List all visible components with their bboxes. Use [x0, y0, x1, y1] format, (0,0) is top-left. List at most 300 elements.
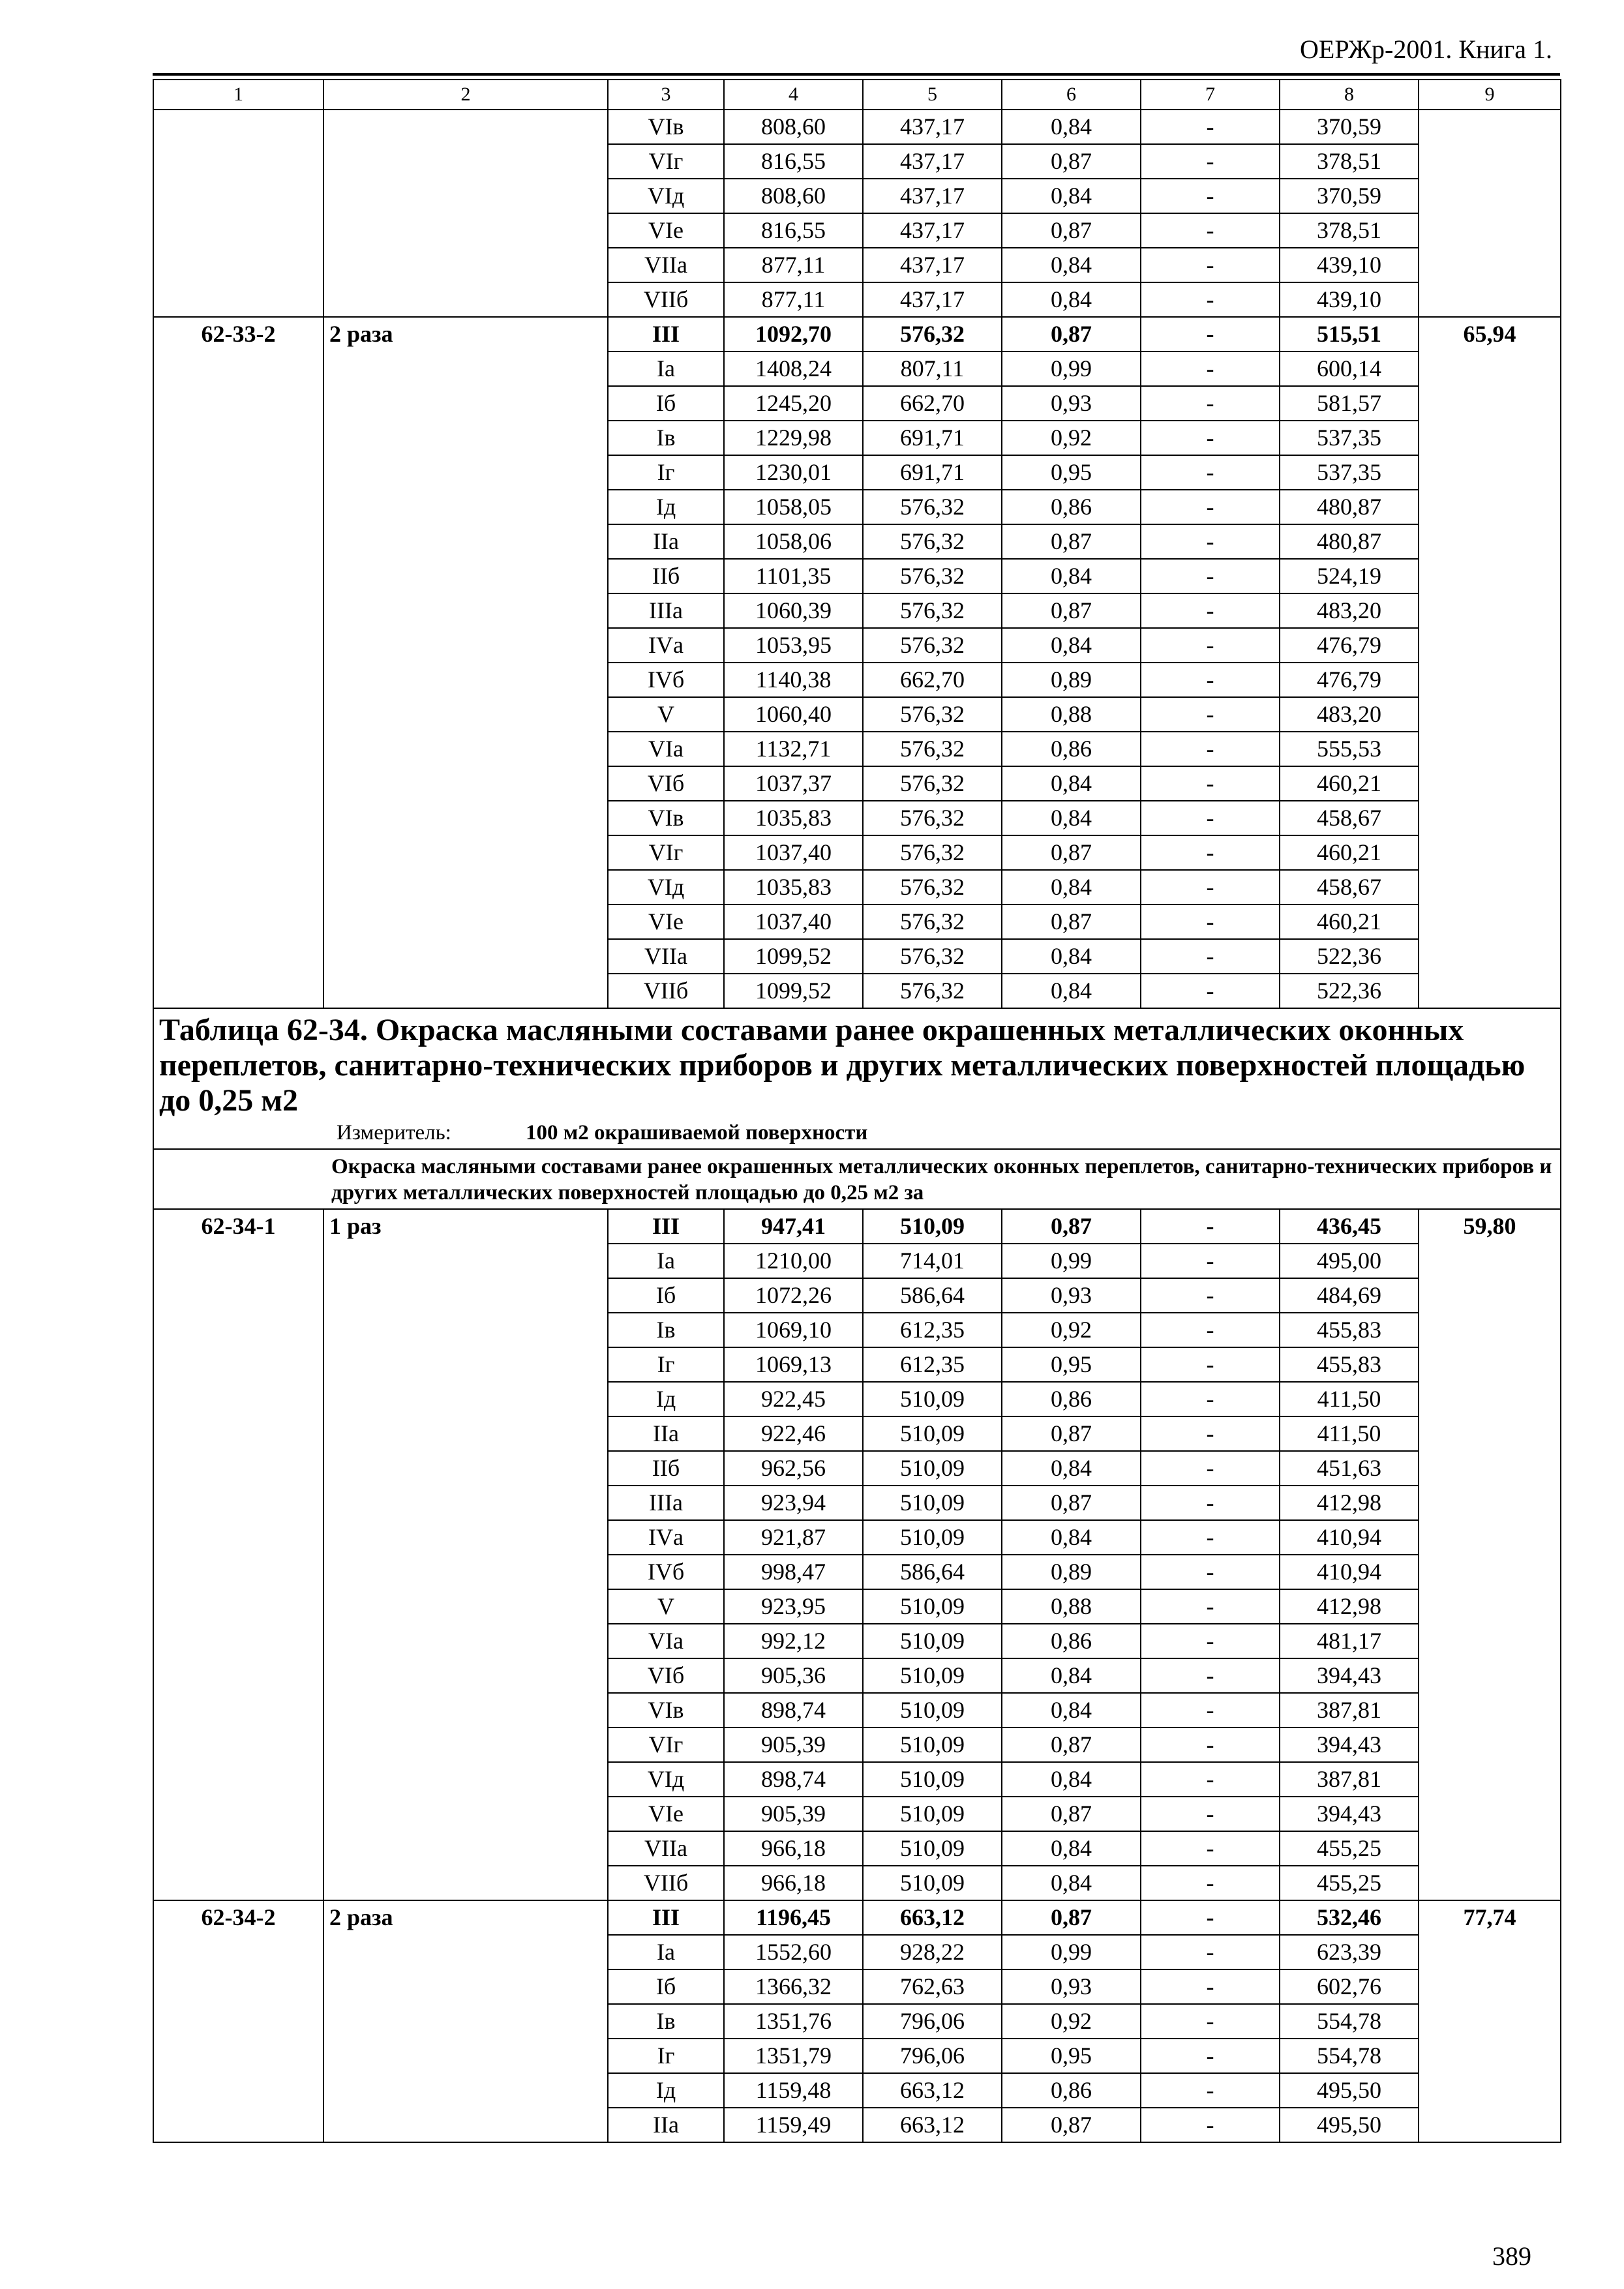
- page-number: 389: [1492, 2241, 1531, 2271]
- materials-cell: 623,39: [1280, 1935, 1419, 1969]
- multiplier-label: 2 раза: [323, 1900, 608, 2142]
- rate-code: 62-33-2: [153, 317, 323, 1008]
- direct-cost-cell: 898,74: [724, 1693, 863, 1728]
- wages-cell: 612,35: [863, 1347, 1002, 1382]
- wages-cell: 576,32: [863, 766, 1002, 801]
- wages-cell: 576,32: [863, 559, 1002, 593]
- wages-cell: 510,09: [863, 1520, 1002, 1555]
- zone-cell: IIа: [608, 2108, 724, 2142]
- coefficient-cell: 0,87: [1002, 1209, 1141, 1244]
- zone-cell: VIе: [608, 213, 724, 248]
- machines-cell: -: [1141, 1555, 1280, 1589]
- zone-cell: VIд: [608, 870, 724, 905]
- materials-cell: 455,25: [1280, 1831, 1419, 1866]
- wages-cell: 510,09: [863, 1728, 1002, 1762]
- direct-cost-cell: 905,36: [724, 1658, 863, 1693]
- labor-total: 59,80: [1419, 1209, 1561, 1900]
- table-title-row: [153, 1008, 1561, 1149]
- zone-cell: VIIа: [608, 1831, 724, 1866]
- zone-cell: VIа: [608, 1624, 724, 1658]
- wages-cell: 576,32: [863, 905, 1002, 939]
- column-number: 7: [1141, 80, 1280, 110]
- zone-cell: VIв: [608, 801, 724, 835]
- wages-cell: 714,01: [863, 1244, 1002, 1278]
- direct-cost-cell: 1196,45: [724, 1900, 863, 1935]
- wages-cell: 510,09: [863, 1866, 1002, 1900]
- zone-cell: Iг: [608, 1347, 724, 1382]
- zone-cell: Iб: [608, 1969, 724, 2004]
- rate-code: [153, 110, 323, 317]
- wages-cell: 510,09: [863, 1486, 1002, 1520]
- wages-cell: 510,09: [863, 1831, 1002, 1866]
- direct-cost-cell: 1140,38: [724, 663, 863, 697]
- wages-cell: 762,63: [863, 1969, 1002, 2004]
- coefficient-cell: 0,84: [1002, 939, 1141, 974]
- direct-cost-cell: 1069,10: [724, 1313, 863, 1347]
- machines-cell: -: [1141, 455, 1280, 490]
- column-number: 4: [724, 80, 863, 110]
- machines-cell: -: [1141, 179, 1280, 213]
- column-number: 6: [1002, 80, 1141, 110]
- coefficient-cell: 0,86: [1002, 490, 1141, 524]
- coefficient-cell: 0,84: [1002, 1866, 1141, 1900]
- zone-cell: IIIа: [608, 593, 724, 628]
- table-title: Таблица 62-34. Окраска масляными составами ранее окрашенных металлических оконных переплетов, санитарно-технических приборов и других металлических поверхностей площадью до 0,25 м2: [159, 1013, 1526, 1118]
- materials-cell: 370,59: [1280, 179, 1419, 213]
- zone-cell: Iв: [608, 2004, 724, 2039]
- direct-cost-cell: 1408,24: [724, 352, 863, 386]
- machines-cell: -: [1141, 1900, 1280, 1935]
- direct-cost-cell: 1132,71: [724, 732, 863, 766]
- machines-cell: -: [1141, 2039, 1280, 2073]
- column-number: 9: [1419, 80, 1561, 110]
- materials-cell: 581,57: [1280, 386, 1419, 421]
- machines-cell: -: [1141, 421, 1280, 455]
- wages-cell: 662,70: [863, 386, 1002, 421]
- direct-cost-cell: 898,74: [724, 1762, 863, 1797]
- coefficient-cell: 0,84: [1002, 110, 1141, 144]
- machines-cell: -: [1141, 524, 1280, 559]
- zone-cell: VIIа: [608, 248, 724, 282]
- wages-cell: 691,71: [863, 455, 1002, 490]
- zone-cell: VIг: [608, 1728, 724, 1762]
- machines-cell: -: [1141, 1762, 1280, 1797]
- materials-cell: 394,43: [1280, 1728, 1419, 1762]
- direct-cost-cell: 1035,83: [724, 801, 863, 835]
- zone-cell: VIе: [608, 1797, 724, 1831]
- zone-cell: IVа: [608, 628, 724, 663]
- direct-cost-cell: 922,46: [724, 1416, 863, 1451]
- materials-cell: 455,83: [1280, 1347, 1419, 1382]
- materials-cell: 439,10: [1280, 248, 1419, 282]
- wages-cell: 510,09: [863, 1209, 1002, 1244]
- materials-cell: 439,10: [1280, 282, 1419, 317]
- machines-cell: -: [1141, 1209, 1280, 1244]
- coefficient-cell: 0,93: [1002, 1278, 1141, 1313]
- coefficient-cell: 0,87: [1002, 213, 1141, 248]
- zone-cell: Iд: [608, 1382, 724, 1416]
- wages-cell: 576,32: [863, 697, 1002, 732]
- zone-cell: Iд: [608, 2073, 724, 2108]
- coefficient-cell: 0,88: [1002, 1589, 1141, 1624]
- machines-cell: -: [1141, 1313, 1280, 1347]
- materials-cell: 412,98: [1280, 1486, 1419, 1520]
- machines-cell: -: [1141, 1866, 1280, 1900]
- coefficient-cell: 0,89: [1002, 663, 1141, 697]
- direct-cost-cell: 1099,52: [724, 939, 863, 974]
- materials-cell: 480,87: [1280, 490, 1419, 524]
- wages-cell: 691,71: [863, 421, 1002, 455]
- materials-cell: 600,14: [1280, 352, 1419, 386]
- wages-cell: 510,09: [863, 1451, 1002, 1486]
- coefficient-cell: 0,87: [1002, 1728, 1141, 1762]
- wages-cell: 586,64: [863, 1278, 1002, 1313]
- wages-cell: 510,09: [863, 1589, 1002, 1624]
- zone-cell: Iа: [608, 352, 724, 386]
- machines-cell: -: [1141, 144, 1280, 179]
- wages-cell: 576,32: [863, 939, 1002, 974]
- rates-table-body: [153, 80, 1561, 2142]
- wages-cell: 663,12: [863, 2108, 1002, 2142]
- coefficient-cell: 0,87: [1002, 144, 1141, 179]
- labor-total: 77,74: [1419, 1900, 1561, 2142]
- materials-cell: 411,50: [1280, 1382, 1419, 1416]
- materials-cell: 394,43: [1280, 1658, 1419, 1693]
- coefficient-cell: 0,88: [1002, 697, 1141, 732]
- direct-cost-cell: 1037,40: [724, 835, 863, 870]
- wages-cell: 576,32: [863, 974, 1002, 1008]
- zone-cell: VIIб: [608, 974, 724, 1008]
- zone-cell: IIа: [608, 1416, 724, 1451]
- materials-cell: 495,50: [1280, 2108, 1419, 2142]
- zone-cell: IVб: [608, 1555, 724, 1589]
- materials-cell: 522,36: [1280, 974, 1419, 1008]
- coefficient-cell: 0,95: [1002, 1347, 1141, 1382]
- column-number: 3: [608, 80, 724, 110]
- wages-cell: 807,11: [863, 352, 1002, 386]
- zone-cell: Iб: [608, 386, 724, 421]
- wages-cell: 437,17: [863, 179, 1002, 213]
- machines-cell: -: [1141, 1589, 1280, 1624]
- measure-label: Измеритель:: [337, 1121, 451, 1144]
- direct-cost-cell: 922,45: [724, 1382, 863, 1416]
- materials-cell: 555,53: [1280, 732, 1419, 766]
- direct-cost-cell: 966,18: [724, 1866, 863, 1900]
- labor-total: 65,94: [1419, 317, 1561, 1008]
- column-number: 5: [863, 80, 1002, 110]
- wages-cell: 576,32: [863, 870, 1002, 905]
- direct-cost-cell: 1101,35: [724, 559, 863, 593]
- direct-cost-cell: 1037,40: [724, 905, 863, 939]
- coefficient-cell: 0,87: [1002, 1416, 1141, 1451]
- wages-cell: 662,70: [863, 663, 1002, 697]
- machines-cell: -: [1141, 559, 1280, 593]
- materials-cell: 394,43: [1280, 1797, 1419, 1831]
- direct-cost-cell: 1351,79: [724, 2039, 863, 2073]
- coefficient-cell: 0,86: [1002, 1382, 1141, 1416]
- machines-cell: -: [1141, 732, 1280, 766]
- zone-cell: IVб: [608, 663, 724, 697]
- zone-cell: VIг: [608, 835, 724, 870]
- materials-cell: 458,67: [1280, 801, 1419, 835]
- coefficient-cell: 0,84: [1002, 1520, 1141, 1555]
- machines-cell: -: [1141, 663, 1280, 697]
- coefficient-cell: 0,86: [1002, 1624, 1141, 1658]
- zone-cell: Iв: [608, 421, 724, 455]
- direct-cost-cell: 923,94: [724, 1486, 863, 1520]
- materials-cell: 524,19: [1280, 559, 1419, 593]
- coefficient-cell: 0,93: [1002, 386, 1141, 421]
- materials-cell: 455,83: [1280, 1313, 1419, 1347]
- zone-cell: V: [608, 1589, 724, 1624]
- zone-cell: Iг: [608, 455, 724, 490]
- zone-cell: VIа: [608, 732, 724, 766]
- coefficient-cell: 0,87: [1002, 1900, 1141, 1935]
- materials-cell: 451,63: [1280, 1451, 1419, 1486]
- materials-cell: 460,21: [1280, 766, 1419, 801]
- direct-cost-cell: 1037,37: [724, 766, 863, 801]
- wages-cell: 576,32: [863, 317, 1002, 352]
- materials-cell: 537,35: [1280, 455, 1419, 490]
- direct-cost-cell: 1230,01: [724, 455, 863, 490]
- materials-cell: 370,59: [1280, 110, 1419, 144]
- direct-cost-cell: 923,95: [724, 1589, 863, 1624]
- coefficient-cell: 0,87: [1002, 905, 1141, 939]
- direct-cost-cell: 1099,52: [724, 974, 863, 1008]
- direct-cost-cell: 816,55: [724, 213, 863, 248]
- materials-cell: 554,78: [1280, 2039, 1419, 2073]
- zone-cell: IIб: [608, 1451, 724, 1486]
- materials-cell: 495,00: [1280, 1244, 1419, 1278]
- materials-cell: 476,79: [1280, 628, 1419, 663]
- machines-cell: -: [1141, 1520, 1280, 1555]
- materials-cell: 460,21: [1280, 835, 1419, 870]
- direct-cost-cell: 905,39: [724, 1728, 863, 1762]
- coefficient-cell: 0,84: [1002, 559, 1141, 593]
- machines-cell: -: [1141, 593, 1280, 628]
- wages-cell: 576,32: [863, 801, 1002, 835]
- coefficient-cell: 0,95: [1002, 455, 1141, 490]
- machines-cell: -: [1141, 2004, 1280, 2039]
- machines-cell: -: [1141, 2073, 1280, 2108]
- wages-cell: 586,64: [863, 1555, 1002, 1589]
- materials-cell: 378,51: [1280, 144, 1419, 179]
- direct-cost-cell: 1058,06: [724, 524, 863, 559]
- materials-cell: 484,69: [1280, 1278, 1419, 1313]
- multiplier-label: [323, 110, 608, 317]
- rate-code: 62-34-1: [153, 1209, 323, 1900]
- materials-cell: 455,25: [1280, 1866, 1419, 1900]
- coefficient-cell: 0,92: [1002, 1313, 1141, 1347]
- zone-cell: VIIб: [608, 1866, 724, 1900]
- machines-cell: -: [1141, 248, 1280, 282]
- machines-cell: -: [1141, 1969, 1280, 2004]
- machines-cell: -: [1141, 1935, 1280, 1969]
- zone-cell: VIIа: [608, 939, 724, 974]
- wages-cell: 510,09: [863, 1762, 1002, 1797]
- coefficient-cell: 0,84: [1002, 179, 1141, 213]
- coefficient-cell: 0,87: [1002, 1486, 1141, 1520]
- wages-cell: 510,09: [863, 1658, 1002, 1693]
- zone-cell: IIб: [608, 559, 724, 593]
- materials-cell: 410,94: [1280, 1520, 1419, 1555]
- materials-cell: 537,35: [1280, 421, 1419, 455]
- machines-cell: -: [1141, 697, 1280, 732]
- materials-cell: 481,17: [1280, 1624, 1419, 1658]
- coefficient-cell: 0,87: [1002, 317, 1141, 352]
- coefficient-cell: 0,86: [1002, 732, 1141, 766]
- wages-cell: 576,32: [863, 628, 1002, 663]
- machines-cell: -: [1141, 1624, 1280, 1658]
- zone-cell: IIа: [608, 524, 724, 559]
- zone-cell: VIIб: [608, 282, 724, 317]
- direct-cost-cell: 998,47: [724, 1555, 863, 1589]
- direct-cost-cell: 1159,49: [724, 2108, 863, 2142]
- coefficient-cell: 0,84: [1002, 1451, 1141, 1486]
- machines-cell: -: [1141, 1244, 1280, 1278]
- machines-cell: -: [1141, 1416, 1280, 1451]
- direct-cost-cell: 1159,48: [724, 2073, 863, 2108]
- direct-cost-cell: 877,11: [724, 282, 863, 317]
- materials-cell: 411,50: [1280, 1416, 1419, 1451]
- machines-cell: -: [1141, 1658, 1280, 1693]
- machines-cell: -: [1141, 870, 1280, 905]
- machines-cell: -: [1141, 905, 1280, 939]
- coefficient-cell: 0,87: [1002, 835, 1141, 870]
- coefficient-cell: 0,92: [1002, 2004, 1141, 2039]
- direct-cost-cell: 1366,32: [724, 1969, 863, 2004]
- zone-cell: III: [608, 317, 724, 352]
- direct-cost-cell: 966,18: [724, 1831, 863, 1866]
- coefficient-cell: 0,92: [1002, 421, 1141, 455]
- column-number: 2: [323, 80, 608, 110]
- machines-cell: -: [1141, 1278, 1280, 1313]
- wages-cell: 928,22: [863, 1935, 1002, 1969]
- zone-cell: Iб: [608, 1278, 724, 1313]
- machines-cell: -: [1141, 1451, 1280, 1486]
- direct-cost-cell: 1210,00: [724, 1244, 863, 1278]
- machines-cell: -: [1141, 974, 1280, 1008]
- direct-cost-cell: 1060,40: [724, 697, 863, 732]
- machines-cell: -: [1141, 1831, 1280, 1866]
- coefficient-cell: 0,84: [1002, 1658, 1141, 1693]
- coefficient-cell: 0,84: [1002, 248, 1141, 282]
- machines-cell: -: [1141, 835, 1280, 870]
- machines-cell: -: [1141, 1728, 1280, 1762]
- header-rule: [153, 73, 1560, 76]
- machines-cell: -: [1141, 1693, 1280, 1728]
- materials-cell: 458,67: [1280, 870, 1419, 905]
- materials-cell: 495,50: [1280, 2073, 1419, 2108]
- work-description: Окраска масляными составами ранее окрашенных металлических оконных переплетов, санитарно-технических приборов и других металлических поверхностей площадью до 0,25 м2 за: [153, 1149, 1561, 1209]
- measure-value: 100 м2 окрашиваемой поверхности: [526, 1121, 868, 1144]
- materials-cell: 410,94: [1280, 1555, 1419, 1589]
- direct-cost-cell: 1092,70: [724, 317, 863, 352]
- wages-cell: 437,17: [863, 110, 1002, 144]
- direct-cost-cell: 1072,26: [724, 1278, 863, 1313]
- wages-cell: 796,06: [863, 2004, 1002, 2039]
- wages-cell: 576,32: [863, 490, 1002, 524]
- direct-cost-cell: 877,11: [724, 248, 863, 282]
- column-number: 1: [153, 80, 323, 110]
- description-row: [153, 1149, 1561, 1209]
- wages-cell: 612,35: [863, 1313, 1002, 1347]
- zone-cell: Iв: [608, 1313, 724, 1347]
- zone-cell: Iа: [608, 1244, 724, 1278]
- wages-cell: 663,12: [863, 2073, 1002, 2108]
- wages-cell: 510,09: [863, 1797, 1002, 1831]
- direct-cost-cell: 921,87: [724, 1520, 863, 1555]
- column-number-row: [153, 80, 1561, 110]
- direct-cost-cell: 1058,05: [724, 490, 863, 524]
- coefficient-cell: 0,84: [1002, 628, 1141, 663]
- coefficient-cell: 0,84: [1002, 282, 1141, 317]
- direct-cost-cell: 808,60: [724, 110, 863, 144]
- coefficient-cell: 0,95: [1002, 2039, 1141, 2073]
- machines-cell: -: [1141, 1382, 1280, 1416]
- coefficient-cell: 0,84: [1002, 1693, 1141, 1728]
- machines-cell: -: [1141, 213, 1280, 248]
- wages-cell: 796,06: [863, 2039, 1002, 2073]
- wages-cell: 437,17: [863, 144, 1002, 179]
- coefficient-cell: 0,93: [1002, 1969, 1141, 2004]
- wages-cell: 510,09: [863, 1416, 1002, 1451]
- zone-cell: VIг: [608, 144, 724, 179]
- machines-cell: -: [1141, 939, 1280, 974]
- zone-cell: VIв: [608, 1693, 724, 1728]
- zone-cell: VIв: [608, 110, 724, 144]
- multiplier-label: 2 раза: [323, 317, 608, 1008]
- materials-cell: 436,45: [1280, 1209, 1419, 1244]
- coefficient-cell: 0,84: [1002, 974, 1141, 1008]
- machines-cell: -: [1141, 1347, 1280, 1382]
- wages-cell: 510,09: [863, 1382, 1002, 1416]
- wages-cell: 576,32: [863, 732, 1002, 766]
- coefficient-cell: 0,84: [1002, 1831, 1141, 1866]
- machines-cell: -: [1141, 801, 1280, 835]
- coefficient-cell: 0,99: [1002, 1244, 1141, 1278]
- coefficient-cell: 0,99: [1002, 1935, 1141, 1969]
- wages-cell: 437,17: [863, 282, 1002, 317]
- direct-cost-cell: 1069,13: [724, 1347, 863, 1382]
- machines-cell: -: [1141, 628, 1280, 663]
- rate-code: 62-34-2: [153, 1900, 323, 2142]
- materials-cell: 480,87: [1280, 524, 1419, 559]
- coefficient-cell: 0,87: [1002, 1797, 1141, 1831]
- materials-cell: 554,78: [1280, 2004, 1419, 2039]
- zone-cell: III: [608, 1900, 724, 1935]
- multiplier-label: 1 раз: [323, 1209, 608, 1900]
- direct-cost-cell: 816,55: [724, 144, 863, 179]
- coefficient-cell: 0,87: [1002, 524, 1141, 559]
- materials-cell: 522,36: [1280, 939, 1419, 974]
- machines-cell: -: [1141, 1797, 1280, 1831]
- machines-cell: -: [1141, 386, 1280, 421]
- wages-cell: 576,32: [863, 524, 1002, 559]
- direct-cost-cell: 1245,20: [724, 386, 863, 421]
- machines-cell: -: [1141, 2108, 1280, 2142]
- rates-table: [153, 79, 1561, 2143]
- wages-cell: 663,12: [863, 1900, 1002, 1935]
- wages-cell: 510,09: [863, 1693, 1002, 1728]
- coefficient-cell: 0,84: [1002, 766, 1141, 801]
- materials-cell: 476,79: [1280, 663, 1419, 697]
- coefficient-cell: 0,84: [1002, 1762, 1141, 1797]
- table-title-cell: [153, 1008, 1561, 1149]
- materials-cell: 378,51: [1280, 213, 1419, 248]
- direct-cost-cell: 947,41: [724, 1209, 863, 1244]
- zone-cell: Iг: [608, 2039, 724, 2073]
